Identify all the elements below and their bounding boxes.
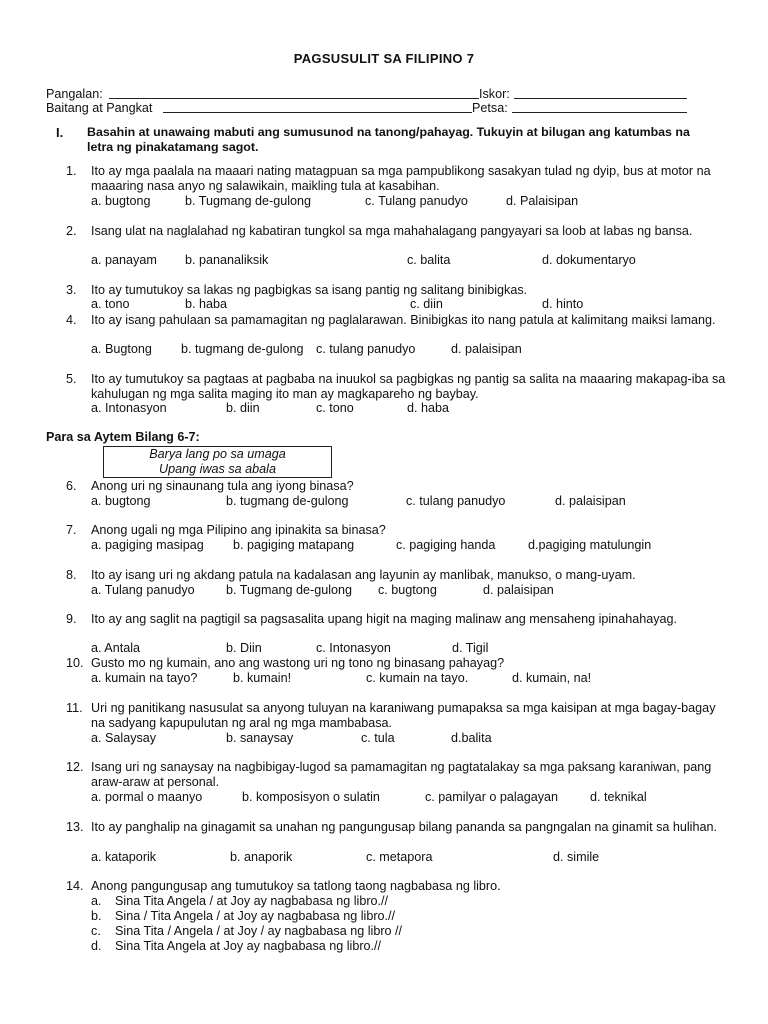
question-text: Gusto mo ng kumain, ano ang wastong uri ng tono ng binasang pahayag? (91, 656, 505, 670)
name-line (109, 87, 479, 99)
option-letter-a: a. (91, 894, 102, 908)
option-d: d. hinto (542, 297, 584, 311)
question-number: 5. (66, 372, 77, 386)
option-b: Sina / Tita Angela / at Joy ay nagbabasa ng libro.// (115, 909, 396, 923)
option-c: c. bugtong (378, 583, 437, 597)
option-b: b. komposisyon o sulatin (242, 790, 380, 804)
question-number: 3. (66, 283, 77, 297)
option-c: c. metapora (366, 850, 433, 864)
score-line (514, 87, 687, 99)
option-c: c. tulang panudyo (406, 494, 506, 508)
section-line (163, 101, 472, 113)
poem-box (103, 446, 332, 478)
question-text: Ito ay panghalip na ginagamit sa unahan ng pangungusap bilang pananda sa pangngalan na ginamit sa hulihan. (91, 820, 717, 834)
option-b: b. Diin (226, 641, 262, 655)
option-d: d. simile (553, 850, 600, 864)
option-b: b. diin (226, 401, 260, 415)
option-c: c. Intonasyon (316, 641, 391, 655)
option-d: d. teknikal (590, 790, 647, 804)
option-letter-d: d. (91, 939, 102, 953)
question-number: 12. (66, 760, 84, 774)
name-label: Pangalan: (46, 87, 103, 101)
question-number: 8. (66, 568, 77, 582)
question-number: 11. (66, 701, 83, 715)
date-line (512, 101, 687, 113)
option-a: a. Intonasyon (91, 401, 167, 415)
question-number: 6. (66, 479, 77, 493)
option-a: a. pormal o maanyo (91, 790, 203, 804)
option-a: a. kumain na tayo? (91, 671, 198, 685)
option-d: d.balita (451, 731, 492, 745)
question-number: 9. (66, 612, 77, 626)
question-number: 4. (66, 313, 77, 327)
question-text: Ito ay mga paalala na maaari nating matagpuan sa mga pampublikong sasakyan tulad ng dyip, bus at motor na maaaring nasa anyo ng salawikain, maikling tula at kasabihan. (91, 164, 711, 193)
option-b: b. tugmang de-gulong (226, 494, 349, 508)
question-text: Uri ng panitikang nasusulat sa anyong tuluyan na karaniwang pumapaksa sa mga kaisipan at mga bagay-bagay na sadyang kapupulutan ng aral ng mga mambabasa. (91, 701, 716, 730)
option-a: a. Salaysay (91, 731, 157, 745)
question-text: Ito ay tumutukoy sa pagtaas at pagbaba na inuukol sa pagbigkas ng pantig sa salita na maaaring makapag-iba sa kahulugan ng mga salita maging ito man ay magkapareho ng baybay. (91, 372, 726, 401)
option-a: a. pagiging masipag (91, 538, 204, 552)
option-c: c. pagiging handa (396, 538, 496, 552)
option-b: b. pananaliksik (185, 253, 269, 267)
option-d: d. haba (407, 401, 450, 415)
option-a: Sina Tita Angela / at Joy ay nagbabasa ng libro.// (115, 894, 389, 908)
option-a: a. bugtong (91, 494, 151, 508)
poem-line: Barya lang po sa umaga (149, 447, 286, 461)
option-a: a. panayam (91, 253, 157, 267)
option-d: d. dokumentaryo (542, 253, 636, 267)
option-c: c. Tulang panudyo (365, 194, 468, 208)
question-number: 2. (66, 224, 77, 238)
exam-title: PAGSUSULIT SA FILIPINO 7 (293, 51, 475, 66)
option-a: a. bugtong (91, 194, 151, 208)
option-b: b. Tugmang de-gulong (185, 194, 312, 208)
option-a: a. kataporik (91, 850, 157, 864)
section-label-6-7: Para sa Aytem Bilang 6-7: (46, 430, 200, 444)
question-text: Ito ay ang saglit na pagtigil sa pagsasalita upang higit na maging malinaw ang mensaheng ipinahahayag. (91, 612, 678, 626)
option-b: b. haba (185, 297, 228, 311)
question-text: Isang ulat na naglalahad ng kabatiran tungkol sa mga mahahalagang pangyayari sa loob at labas ng bansa. (91, 224, 693, 238)
option-d: d. palaisipan (451, 342, 522, 356)
option-c: Sina Tita / Angela / at Joy / ay nagbabasa ng libro // (115, 924, 403, 938)
section-label: Baitang at Pangkat (46, 101, 153, 115)
score-label: Iskor: (479, 87, 510, 101)
question-text: Ito ay isang uri ng akdang patula na kadalasan ang layunin ay manlibak, manukso, o mang-uyam. (91, 568, 636, 582)
option-d: d. kumain, na! (512, 671, 592, 685)
question-text: Anong pangungusap ang tumutukoy sa tatlong taong nagbabasa ng libro. (91, 879, 501, 893)
option-c: c. balita (407, 253, 451, 267)
question-text: Ito ay tumutukoy sa lakas ng pagbigkas sa isang pantig ng salitang binibigkas. (91, 283, 528, 297)
option-a: a. Antala (91, 641, 141, 655)
instructions-text: Basahin at unawaing mabuti ang sumusunod na tanong/pahayag. Tukuyin at bilugan ang katumbas na letra ng pinakatamang sagot. (87, 125, 690, 154)
poem-line: Upang iwas sa abala (159, 462, 276, 476)
question-text: Anong uri ng sinaunang tula ang iyong binasa? (91, 479, 354, 493)
option-c: c. tula (361, 731, 395, 745)
option-d: d. Tigil (452, 641, 489, 655)
option-a: a. Bugtong (91, 342, 152, 356)
option-d: d.pagiging matulungin (528, 538, 652, 552)
part-number: I. (56, 125, 64, 140)
date-label: Petsa: (472, 101, 508, 115)
option-c: c. tono (316, 401, 354, 415)
option-letter-b: b. (91, 909, 102, 923)
option-c: c. pamilyar o palagayan (425, 790, 559, 804)
option-b: b. pagiging matapang (233, 538, 355, 552)
option-b: b. sanaysay (226, 731, 294, 745)
question-text: Ito ay isang pahulaan sa pamamagitan ng paglalarawan. Binibigkas ito nang patula at kalimitang maiksi lamang. (91, 313, 716, 327)
option-d: d. palaisipan (555, 494, 626, 508)
option-b: b. tugmang de-gulong (181, 342, 304, 356)
option-c: c. diin (410, 297, 443, 311)
option-c: c. kumain na tayo. (366, 671, 469, 685)
question-text: Isang uri ng sanaysay na nagbibigay-lugod sa pamamagitan ng pagtatalakay sa mga paksang karaniwan, pang araw-araw at personal. (91, 760, 712, 789)
option-d: Sina Tita Angela at Joy ay nagbabasa ng libro.// (115, 939, 382, 953)
question-number: 7. (66, 523, 77, 537)
option-a: a. tono (91, 297, 130, 311)
option-b: b. anaporik (230, 850, 293, 864)
question-text: Anong ugali ng mga Pilipino ang ipinakita sa binasa? (91, 523, 386, 537)
question-number: 10. (66, 656, 84, 670)
option-b: b. Tugmang de-gulong (226, 583, 353, 597)
option-letter-c: c. (91, 924, 101, 938)
question-number: 13. (66, 820, 84, 834)
option-d: d. Palaisipan (506, 194, 579, 208)
option-c: c. tulang panudyo (316, 342, 416, 356)
option-b: b. kumain! (233, 671, 292, 685)
question-number: 1. (66, 164, 77, 178)
option-a: a. Tulang panudyo (91, 583, 195, 597)
question-number: 14. (66, 879, 84, 893)
option-d: d. palaisipan (483, 583, 554, 597)
